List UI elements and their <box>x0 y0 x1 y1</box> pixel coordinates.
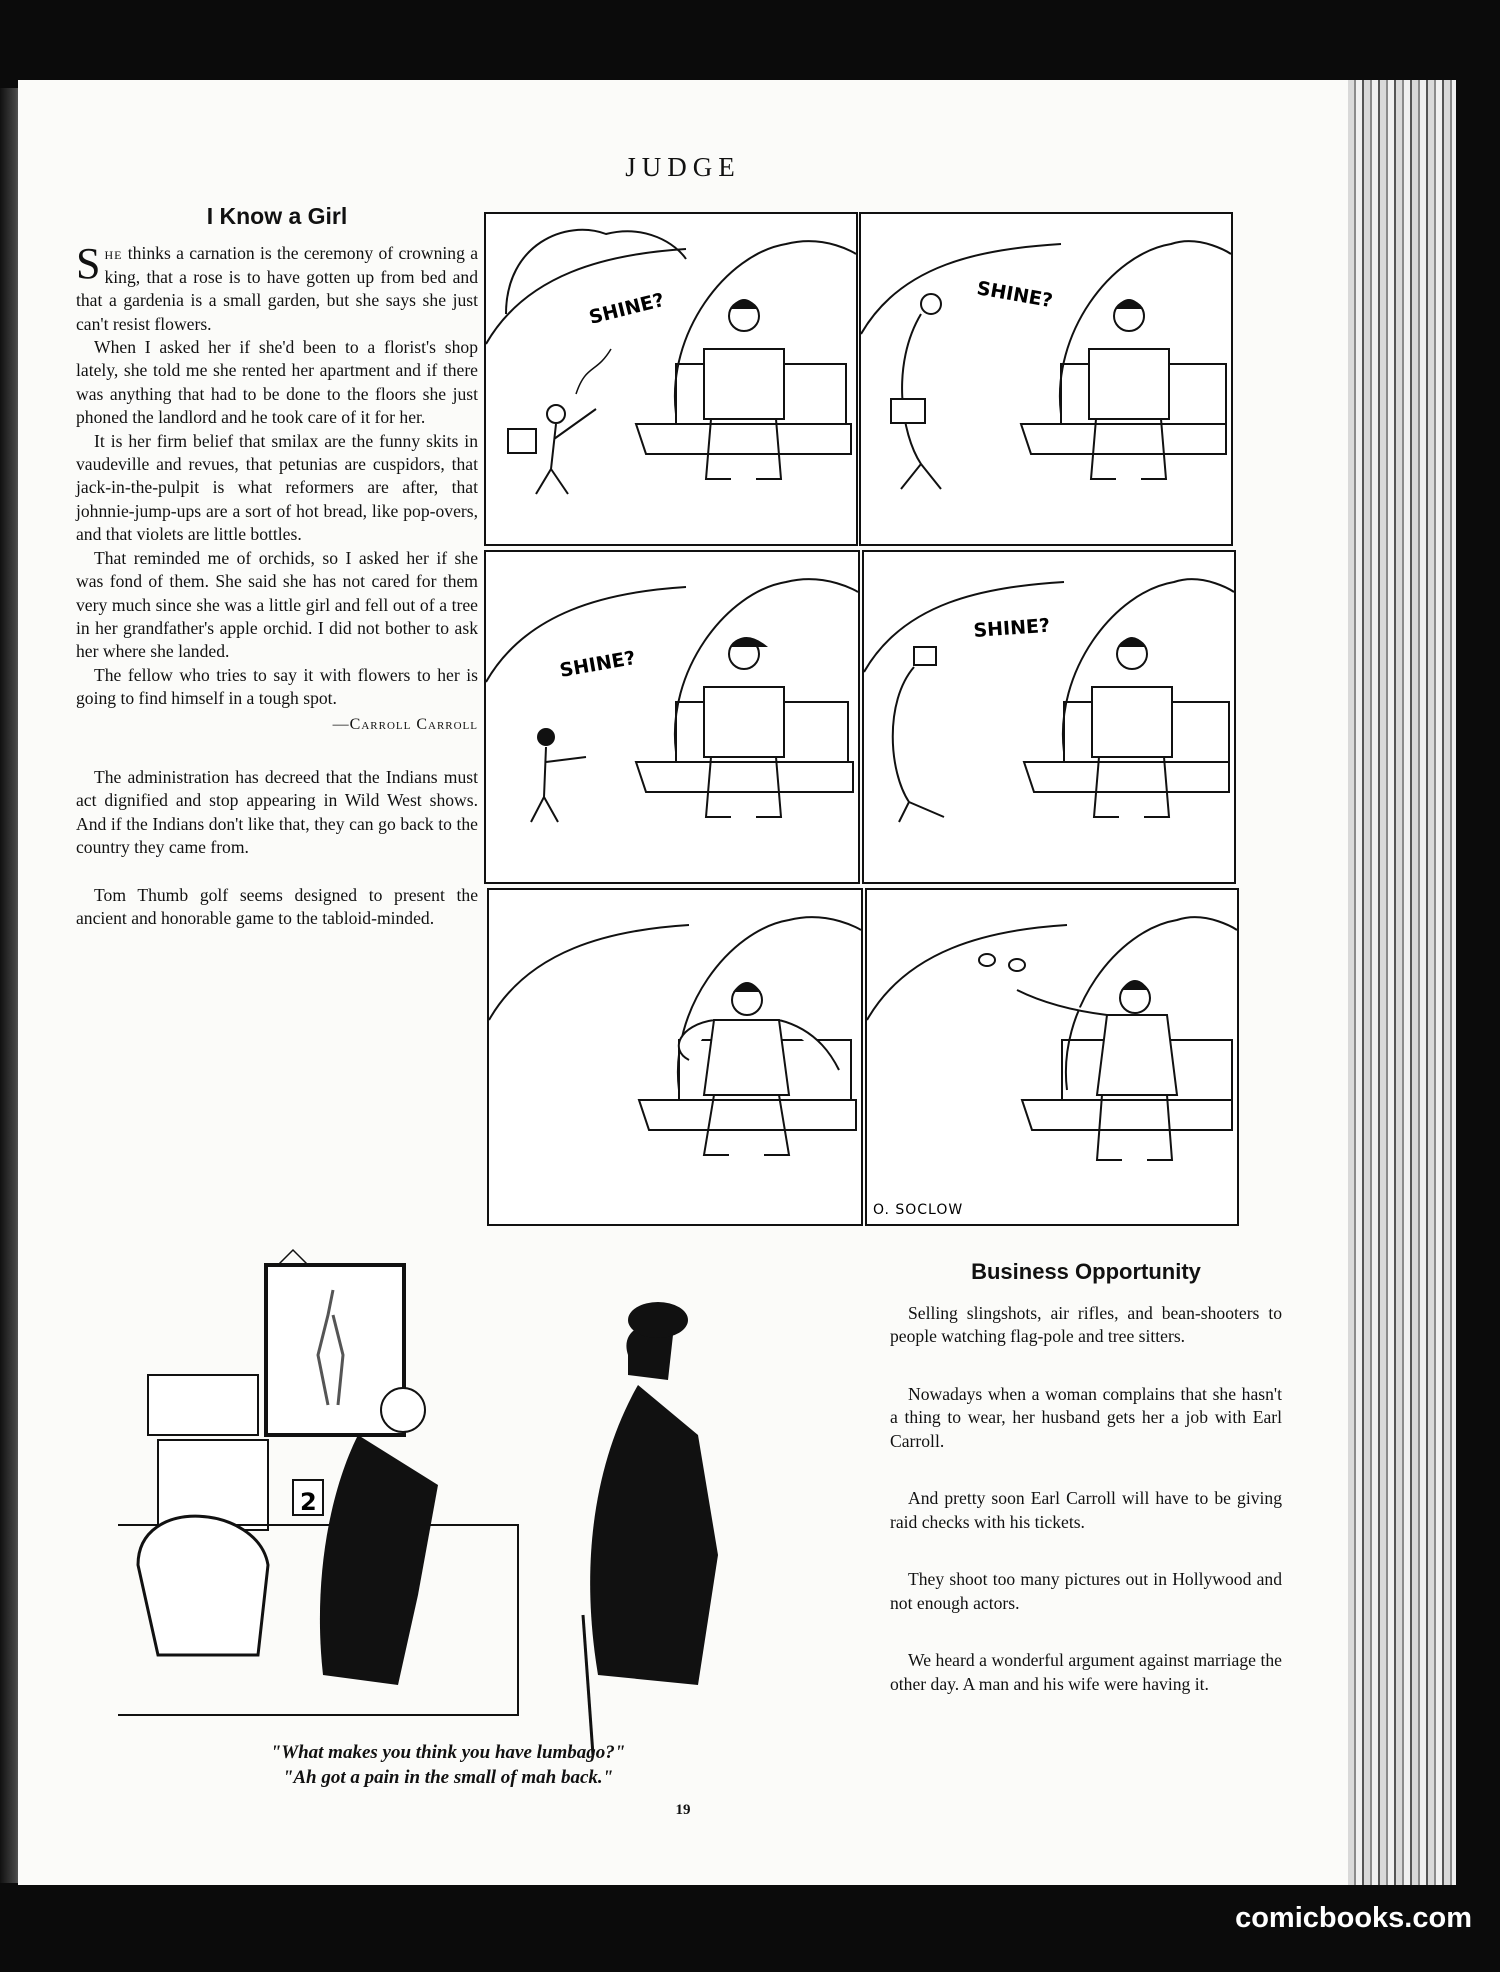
comic-panel-6 <box>865 888 1239 1226</box>
speech-text-3: SHINE? <box>558 646 638 682</box>
book-page-edges <box>1348 80 1456 1885</box>
speech-text-1: SHINE? <box>586 288 667 329</box>
speech-text-2: SHINE? <box>975 277 1055 313</box>
comic-panel-3-art <box>486 552 858 882</box>
comic-panel-1-art <box>486 214 856 544</box>
first-word-rest: he <box>104 243 123 264</box>
page-number: 19 <box>675 1802 691 1818</box>
comic-panel-1 <box>484 212 858 546</box>
comic-panel-2 <box>859 212 1233 546</box>
comic-panel-6-art <box>867 890 1237 1224</box>
comic-panel-5 <box>487 888 863 1226</box>
comic-panel-4 <box>862 550 1236 884</box>
watermark: comicbooks.com <box>1235 1902 1472 1934</box>
caption-line-2: "Ah got a pain in the small of mah back." <box>282 1767 614 1788</box>
right-column <box>890 1260 1282 1730</box>
left-column <box>76 205 478 930</box>
right-paragraph-1: Selling slingshots, air rifles, and bean-shooters to people watching flag-pole and tree sitters. <box>890 1302 1282 1346</box>
article-paragraph-5: The fellow who tries to say it with flowers to her is going to find himself in a tough spot. <box>76 664 478 709</box>
speech-text-4: SHINE? <box>972 614 1051 642</box>
cartoon-caption <box>198 1740 698 1790</box>
lumbago-cartoon-art <box>98 1235 868 1785</box>
running-head: JUDGE <box>625 152 741 182</box>
article-paragraph-2: When I asked her if she'd been to a florist's shop lately, she told me she rented her apartment and if there was anything that had to be done to the floors she just phoned the landlord and he took care of it for her. <box>76 337 478 428</box>
filler-paragraph-2: Tom Thumb golf seems designed to present the ancient and honorable game to the tabloid-minded. <box>76 884 478 928</box>
article-paragraph-1 <box>76 239 478 336</box>
comic-panel-3 <box>484 550 860 884</box>
article-paragraph-4: That reminded me of orchids, so I asked her if she was fond of them. She said she has not cared for them very much since she was a little girl and fell out of a tree in her grandfather's apple orchid. I did not bother to ask her where she landed. <box>76 547 478 662</box>
right-paragraph-3: And pretty soon Earl Carroll will have to be giving raid checks with his tickets. <box>890 1488 1282 1532</box>
comic-panel-5-art <box>489 890 861 1224</box>
filler-paragraph-1: The administration has decreed that the Indians must act dignified and stop appearing in Wild West shows. And if the Indians don't like that, they can go back to the country they came from. <box>76 766 478 858</box>
calendar-number: 2 <box>300 1488 317 1516</box>
article-title: I Know a Girl <box>206 203 348 229</box>
lumbago-cartoon <box>98 1235 868 1785</box>
right-paragraph-5: We heard a wonderful argument against marriage the other day. A man and his wife were having it. <box>890 1650 1282 1694</box>
artist-signature: O. SOCLOW <box>873 1202 964 1218</box>
paragraph-text: thinks a carnation is the ceremony of crowning a king, that a rose is to have gotten up from bed and that a gardenia is a small garden, but she says she just can't resist flowers. <box>76 243 478 334</box>
comic-strip <box>484 212 1266 1230</box>
drop-cap: S <box>76 239 101 289</box>
comic-panel-2-art <box>861 214 1231 544</box>
magazine-page <box>18 80 1348 1885</box>
comic-panel-4-art <box>864 552 1234 882</box>
byline: —Carroll Carroll <box>332 715 478 733</box>
right-paragraph-2: Nowadays when a woman complains that she hasn't a thing to wear, her husband gets her a job with Earl Carroll. <box>890 1383 1282 1451</box>
right-column-title: Business Opportunity <box>971 1259 1201 1284</box>
article-paragraph-3: It is her firm belief that smilax are the funny skits in vaudeville and revues, that petunias are cuspidors, that jack-in-the-pulpit is what reformers are after, that johnnie-jump-ups are a sort of hot bread, like pop-overs, and that violets are little bottles. <box>76 430 478 545</box>
caption-line-1: "What makes you think you have lumbago?" <box>270 1742 626 1763</box>
right-paragraph-4: They shoot too many pictures out in Hollywood and not enough actors. <box>890 1569 1282 1613</box>
